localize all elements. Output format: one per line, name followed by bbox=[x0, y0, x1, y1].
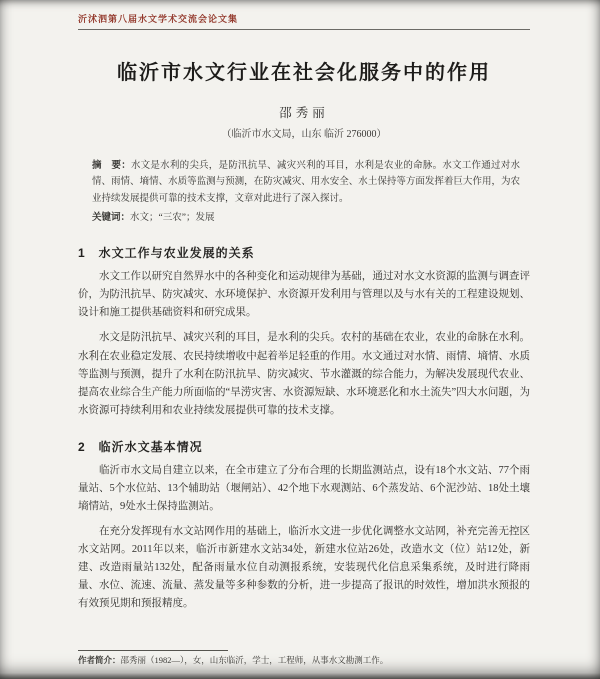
keywords-label: 关键词： bbox=[92, 211, 131, 223]
section-1-paragraph-1: 水文工作以研究自然界水中的各种变化和运动规律为基础，通过对水文水资源的监测与调查评价，为防汛抗旱、防灾减灾、水环境保护、水资源开发利用与管理以及与水有关的工程建设规划、设计和施工提供基础资料和研究成果。 bbox=[78, 271, 530, 319]
section-1-paragraph-2: 水文是防汛抗旱、减灾兴利的耳目，是水利的尖兵。农村的基础在农业，农业的命脉在水利。水利在农业稳定发展、农民持续增收中起着举足轻重的作用。水文通过对水情、雨情、墒情、水质等监测与预测，提升了水利在防汛抗旱、防灾减灾、节水灌溉的综合能力，为解决发展现代农业、提高农业综合生产能力所面临的“旱涝灾害、水资源短缺、水环境恶化和水土流失”四大水问题，为水资源可持续利用和农业持续发展提供可靠的技术支撑。 bbox=[78, 332, 530, 416]
author-bio-block bbox=[78, 650, 530, 667]
author-bio-line bbox=[78, 654, 530, 667]
author-bio-label: 作者简介： bbox=[78, 655, 121, 666]
abstract-label: 摘 要： bbox=[92, 160, 131, 171]
section-2-paragraph-1: 临沂市水文局自建立以来，在全市建立了分布合理的长期监测站点，设有18个水文站、77个雨量站、5个水位站、13个辅助站（堰闸站）、42个地下水观测站、6个蒸发站、6个泥沙站、18处土壤墒情站，9处水土保持监测站。 bbox=[78, 464, 530, 512]
section-2-paragraph-2: 在充分发挥现有水文站网作用的基础上，临沂水文进一步优化调整水文站网，补充完善无控区水文站网。2011年以来，临沂市新建水文站34处，新建水位站26处，改造水文（位）站12处，新建、改造雨量站132处，配备雨量水位自动测报系统，安装现代化信息采集系统，及时进行降雨量、水位、流速、流量、蒸发量等多种参数的分析，进一步提高了报讯的时效性，增加洪水预报的有效预见期和预报精度。 bbox=[78, 525, 530, 610]
header-divider bbox=[78, 29, 530, 30]
author-name: 邵秀丽 bbox=[279, 106, 329, 120]
section-1-heading: 1 水文工作与农业发展的关系 bbox=[78, 246, 255, 261]
footnote-divider bbox=[78, 650, 228, 651]
abstract-text: 水文是水利的尖兵，是防汛抗旱、减灾兴利的耳目，水利是农业的命脉。水文工作通过对水情、雨情、墒情、水质等监测与预测，在防灾减灾、用水安全、水土保持等方面发挥着巨大作用，为农业持续发展提供可靠的技术支撑，文章对此进行了深入探讨。 bbox=[92, 161, 520, 204]
keywords-text: 水文；“三农”；发展 bbox=[130, 212, 215, 223]
keywords-line bbox=[92, 210, 520, 226]
section-2-heading: 2 临沂水文基本情况 bbox=[78, 439, 203, 454]
paper-title: 临沂市水文行业在社会化服务中的作用 bbox=[117, 62, 491, 84]
abstract-block bbox=[92, 158, 520, 207]
author-affiliation: （临沂市水文局，山东 临沂 276000） bbox=[221, 129, 387, 140]
author-bio-text: 邵秀丽（1982—），女，山东临沂，学士，工程师，从事水文勘测工作。 bbox=[120, 655, 389, 666]
proceedings-header: 沂沭泗第八届水文学术交流会论文集 bbox=[78, 14, 239, 24]
